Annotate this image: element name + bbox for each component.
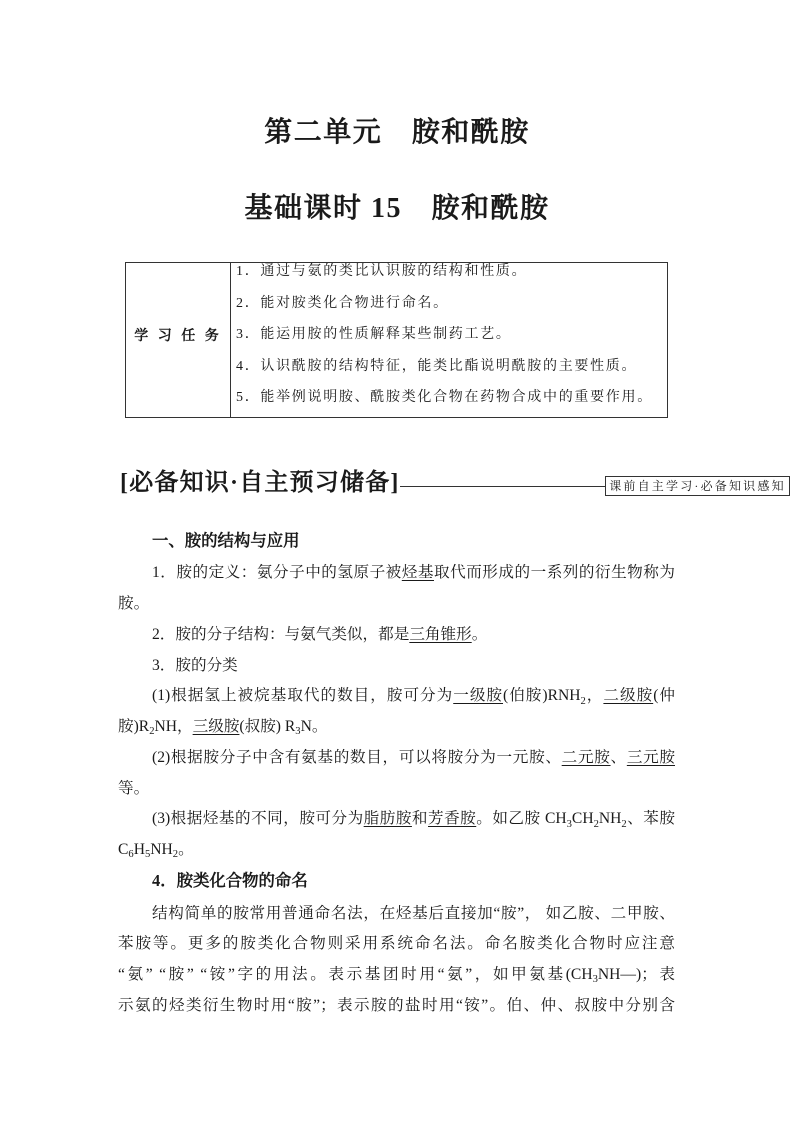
subscript: 2: [593, 818, 599, 830]
page-title: 第二单元 胺和酰胺: [264, 117, 530, 148]
underlined-term: 三元胺: [626, 748, 675, 766]
text-run: (3)根据烃基的不同，胺可分为: [152, 810, 364, 828]
subscript: 3: [592, 974, 598, 986]
text-line: [118, 712, 675, 743]
text-run: H: [133, 841, 145, 859]
body-text: [118, 526, 675, 1022]
text-run: (伯胺)RNH: [503, 687, 581, 705]
text-line: [118, 804, 675, 835]
text-run: NH: [150, 841, 173, 859]
text-run: 结构简单的胺常用普通命名法，在烃基后直接加“胺”， 如乙胺、二甲胺、: [152, 904, 675, 922]
paragraph: [118, 620, 675, 651]
text-run: 3．胺的分类: [152, 656, 238, 674]
task-item: 3．能运用胺的性质解释某些制药工艺。: [236, 327, 512, 342]
text-line: [118, 991, 675, 1022]
text-run: C: [118, 841, 129, 859]
section-subheading: [118, 526, 675, 557]
learning-tasks-label: 学 习 任 务: [126, 263, 231, 417]
paragraph: [118, 804, 675, 866]
task-item: 2．能对胺类化合物进行命名。: [236, 295, 449, 311]
text-line: [118, 866, 675, 897]
text-line: [118, 651, 675, 682]
underlined-term: 一级胺: [453, 687, 504, 705]
text-run: N。: [300, 718, 328, 736]
underlined-term: 二元胺: [561, 748, 611, 766]
task-item: 1．通过与氨的类比认识胺的结构和性质。: [236, 264, 528, 279]
subscript: 2: [621, 818, 627, 830]
underlined-term: 烃基: [401, 564, 434, 582]
text-run: “氨” “胺” “铵”字的用法。表示基团时用“氨”，如甲氨基(CH: [118, 966, 593, 984]
underlined-term: 三角锥形: [409, 625, 472, 643]
text-line: [118, 589, 675, 620]
text-run: 胺)R: [118, 718, 150, 736]
paragraph: [118, 558, 675, 620]
section-heading: [必备知识·自主预习储备]: [120, 470, 400, 496]
underlined-term: 芳香胺: [428, 810, 477, 828]
text-run: 等。: [118, 779, 150, 797]
paragraph: [118, 651, 675, 682]
task-item: 4．认识酰胺的结构特征，能类比酯说明酰胺的主要性质。: [236, 358, 638, 374]
text-run: NH: [598, 810, 622, 828]
subscript: 2: [172, 849, 179, 861]
task-item: 5．能举例说明胺、酰胺类化合物在药物合成中的重要作用。: [236, 390, 653, 405]
subscript: 2: [149, 726, 155, 738]
text-run: 。: [471, 625, 488, 643]
subscript: 6: [128, 849, 134, 861]
text-run: 、: [610, 748, 627, 766]
text-line: [118, 620, 675, 651]
text-run: 4．胺类化合物的命名: [152, 870, 308, 890]
text-run: 2．胺的分子结构：与氨气类似，都是: [152, 625, 410, 643]
subscript: 3: [295, 726, 301, 738]
learning-tasks-table: [125, 262, 668, 418]
text-run: CH: [571, 810, 594, 828]
lesson-title: 基础课时 15 胺和酰胺: [244, 193, 550, 224]
paragraph: [118, 899, 675, 1022]
text-line: [118, 743, 675, 774]
text-run: NH，: [154, 718, 193, 736]
text-run: NH—)；表: [597, 966, 675, 984]
section-divider: [400, 486, 605, 487]
text-run: 和: [411, 810, 428, 828]
paragraph: [118, 681, 675, 743]
text-line: [118, 526, 675, 557]
section-tag: 课前自主学习·必备知识感知: [605, 476, 790, 496]
section-subheading: [118, 866, 675, 897]
subscript: 3: [566, 818, 572, 830]
underlined-term: 二级胺: [603, 687, 654, 705]
text-run: 、苯胺: [626, 810, 675, 828]
text-line: [118, 558, 675, 589]
text-run: 。如乙胺 CH: [476, 810, 567, 828]
underlined-term: 脂肪胺: [363, 810, 412, 828]
text-run: 一、胺的结构与应用: [152, 530, 300, 550]
text-run: 苯胺等。更多的胺类化合物则采用系统命名法。命名胺类化合物时应注意: [118, 935, 675, 953]
subscript: 5: [144, 849, 151, 861]
subscript: 2: [580, 695, 586, 707]
text-run: (2)根据胺分子中含有氨基的数目，可以将胺分为一元胺、: [152, 748, 562, 766]
text-line: [118, 681, 675, 712]
underlined-term: 三级胺: [192, 718, 240, 736]
text-run: 胺。: [118, 595, 150, 613]
text-line: [118, 929, 675, 960]
text-run: 示氨的烃类衍生物时用“胺”；表示胺的盐时用“铵”。伯、仲、叔胺中分别含: [118, 996, 675, 1014]
text-line: [118, 774, 675, 805]
paragraph: [118, 743, 675, 805]
text-line: [118, 835, 675, 866]
text-run: (仲: [653, 687, 675, 705]
text-run: 1．胺的定义：氨分子中的氢原子被: [152, 564, 402, 582]
text-run: 取代而形成的一系列的衍生物称为: [434, 564, 675, 582]
text-run: 。: [178, 841, 194, 859]
text-run: ，: [585, 687, 604, 705]
text-run: (1)根据氢上被烷基取代的数目，胺可分为: [152, 687, 454, 705]
learning-tasks-list: [231, 263, 667, 417]
text-run: (叔胺) R: [239, 718, 296, 736]
text-line: [118, 960, 675, 991]
text-line: [118, 899, 675, 930]
